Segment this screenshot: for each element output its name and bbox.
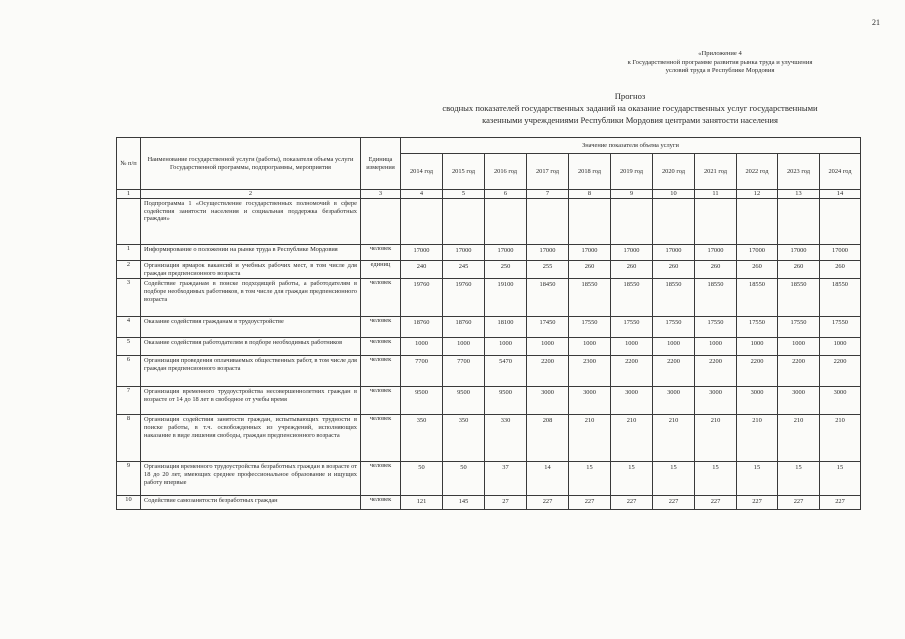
subprogram-empty-cell	[653, 199, 695, 245]
row-number: 3	[117, 279, 141, 317]
row-value: 37	[485, 462, 527, 496]
row-unit: единиц	[361, 261, 401, 279]
row-value: 18100	[485, 317, 527, 338]
row-value: 9500	[485, 387, 527, 415]
row-value: 227	[653, 496, 695, 510]
row-value: 260	[737, 261, 778, 279]
row-value: 17000	[611, 245, 653, 261]
row-value: 17550	[653, 317, 695, 338]
row-value: 2200	[695, 356, 737, 387]
row-value: 17450	[527, 317, 569, 338]
row-value: 17550	[611, 317, 653, 338]
row-unit: человек	[361, 496, 401, 510]
row-value: 18550	[653, 279, 695, 317]
row-value: 227	[737, 496, 778, 510]
row-value: 17000	[527, 245, 569, 261]
column-number: 2	[141, 190, 361, 199]
header-year: 2022 год	[737, 154, 778, 190]
row-number: 9	[117, 462, 141, 496]
row-name: Оказание содействия работодателям в подборе необходимых работников	[141, 338, 361, 356]
row-value: 3000	[527, 387, 569, 415]
row-value: 17550	[695, 317, 737, 338]
subprogram-title: Подпрограмма 1 «Осуществление государственных полномочий в сфере содействия занятости населения и социальная поддержка безработных граждан»	[141, 199, 361, 245]
column-number: 12	[737, 190, 778, 199]
row-value: 17550	[778, 317, 820, 338]
row-value: 3000	[695, 387, 737, 415]
row-value: 2200	[820, 356, 861, 387]
appendix-note	[560, 50, 880, 76]
row-value: 15	[778, 462, 820, 496]
row-value: 15	[737, 462, 778, 496]
appendix-line-1: «Приложение 4	[698, 50, 742, 57]
row-value: 210	[653, 415, 695, 462]
table-row	[117, 496, 861, 510]
row-value: 210	[820, 415, 861, 462]
row-number: 1	[117, 245, 141, 261]
column-number: 14	[820, 190, 861, 199]
row-value: 19760	[401, 279, 443, 317]
row-value: 245	[443, 261, 485, 279]
row-name: Организация проведения оплачиваемых общественных работ, в том числе для граждан предпенсионного возраста	[141, 356, 361, 387]
row-value: 260	[569, 261, 611, 279]
row-value: 3000	[569, 387, 611, 415]
header-year: 2017 год	[527, 154, 569, 190]
header-year: 2018 год	[569, 154, 611, 190]
row-unit: человек	[361, 338, 401, 356]
row-value: 18550	[695, 279, 737, 317]
row-name: Организация содействия занятости граждан, испытывающих трудности в поиске работы, в т.ч. освобожденных из учреждений, исполняющих наказание в виде лишения свободы, граждан предпенсионного возраста	[141, 415, 361, 462]
row-value: 19760	[443, 279, 485, 317]
row-number: 5	[117, 338, 141, 356]
row-value: 5470	[485, 356, 527, 387]
row-value: 1000	[695, 338, 737, 356]
subprogram-empty-cell	[695, 199, 737, 245]
row-value: 2200	[737, 356, 778, 387]
row-value: 1000	[401, 338, 443, 356]
row-number: 4	[117, 317, 141, 338]
row-value: 18760	[401, 317, 443, 338]
row-name: Содействие гражданам в поиске подходящей работы, а работодателям в подборе необходимых работников, в том числе для граждан предпенсионного возраста	[141, 279, 361, 317]
row-value: 2200	[527, 356, 569, 387]
row-value: 2200	[653, 356, 695, 387]
row-value: 227	[527, 496, 569, 510]
row-number: 8	[117, 415, 141, 462]
table-row	[117, 279, 861, 317]
subprogram-empty-cell	[401, 199, 443, 245]
row-value: 2200	[778, 356, 820, 387]
row-value: 121	[401, 496, 443, 510]
row-value: 15	[653, 462, 695, 496]
column-number: 7	[527, 190, 569, 199]
row-value: 1000	[569, 338, 611, 356]
row-value: 17000	[401, 245, 443, 261]
row-value: 1000	[485, 338, 527, 356]
row-value: 227	[695, 496, 737, 510]
row-value: 27	[485, 496, 527, 510]
subprogram-empty-cell	[485, 199, 527, 245]
row-value: 1000	[653, 338, 695, 356]
row-value: 208	[527, 415, 569, 462]
title-line-2: сводных показателей государственных заданий на оказание государственных услуг государственными	[442, 103, 818, 113]
header-year: 2020 год	[653, 154, 695, 190]
column-number: 4	[401, 190, 443, 199]
row-value: 250	[485, 261, 527, 279]
column-number: 6	[485, 190, 527, 199]
row-name: Оказание содействия гражданам в трудоустройстве	[141, 317, 361, 338]
row-value: 15	[569, 462, 611, 496]
row-value: 1000	[778, 338, 820, 356]
row-value: 210	[695, 415, 737, 462]
table-row	[117, 462, 861, 496]
appendix-line-2: к Государственной программе развития рынка труда и улучшения	[627, 58, 813, 66]
subprogram-empty-cell	[361, 199, 401, 245]
table-row	[117, 261, 861, 279]
row-value: 17000	[778, 245, 820, 261]
row-value: 227	[820, 496, 861, 510]
header-year: 2023 год	[778, 154, 820, 190]
row-value: 260	[653, 261, 695, 279]
row-value: 1000	[443, 338, 485, 356]
row-value: 210	[737, 415, 778, 462]
table-row	[117, 415, 861, 462]
row-value: 18450	[527, 279, 569, 317]
header-name: Наименование государственной услуги (работы), показателя объема услуги Государственной программы, подпрограммы, мероприятия	[141, 138, 361, 190]
column-number: 10	[653, 190, 695, 199]
row-value: 260	[611, 261, 653, 279]
table-row	[117, 245, 861, 261]
subprogram-empty-cell	[820, 199, 861, 245]
row-name: Организация временного трудоустройства безработных граждан в возрасте от 18 до 20 лет, имеющих среднее профессиональное образование и ищущих работу впервые	[141, 462, 361, 496]
row-value: 2300	[569, 356, 611, 387]
subprogram-empty-cell	[527, 199, 569, 245]
row-value: 240	[401, 261, 443, 279]
subprogram-empty-cell	[778, 199, 820, 245]
row-value: 3000	[820, 387, 861, 415]
row-unit: человек	[361, 462, 401, 496]
header-year: 2014 год	[401, 154, 443, 190]
subprogram-empty-cell	[443, 199, 485, 245]
row-number: 6	[117, 356, 141, 387]
row-value: 145	[443, 496, 485, 510]
row-value: 18760	[443, 317, 485, 338]
row-value: 17000	[485, 245, 527, 261]
table-row	[117, 338, 861, 356]
row-value: 17000	[737, 245, 778, 261]
row-value: 350	[443, 415, 485, 462]
row-value: 260	[695, 261, 737, 279]
table-row	[117, 317, 861, 338]
row-value: 1000	[737, 338, 778, 356]
header-year: 2015 год	[443, 154, 485, 190]
row-number: 7	[117, 387, 141, 415]
row-value: 19100	[485, 279, 527, 317]
row-value: 17000	[569, 245, 611, 261]
row-value: 18550	[820, 279, 861, 317]
row-value: 260	[778, 261, 820, 279]
row-value: 9500	[443, 387, 485, 415]
row-value: 18550	[778, 279, 820, 317]
row-value: 7700	[443, 356, 485, 387]
row-value: 227	[778, 496, 820, 510]
header-year: 2016 год	[485, 154, 527, 190]
row-value: 15	[695, 462, 737, 496]
document-title	[370, 90, 890, 126]
header-num: № п/п	[117, 138, 141, 190]
forecast-table	[116, 137, 861, 510]
row-value: 3000	[653, 387, 695, 415]
row-value: 17550	[820, 317, 861, 338]
row-value: 14	[527, 462, 569, 496]
row-value: 17000	[820, 245, 861, 261]
row-value: 17550	[737, 317, 778, 338]
row-value: 1000	[611, 338, 653, 356]
row-value: 17550	[569, 317, 611, 338]
row-name: Содействие самозанятости безработных граждан	[141, 496, 361, 510]
subprogram-empty-cell	[569, 199, 611, 245]
row-unit: человек	[361, 245, 401, 261]
header-unit: Единица измерения	[361, 138, 401, 190]
row-value: 210	[778, 415, 820, 462]
subprogram-empty-cell	[611, 199, 653, 245]
row-value: 1000	[820, 338, 861, 356]
row-value: 50	[443, 462, 485, 496]
row-unit: человек	[361, 317, 401, 338]
row-unit: человек	[361, 356, 401, 387]
row-value: 3000	[611, 387, 653, 415]
row-value: 50	[401, 462, 443, 496]
row-value: 9500	[401, 387, 443, 415]
row-unit: человек	[361, 279, 401, 317]
row-value: 18550	[569, 279, 611, 317]
subprogram-num-cell	[117, 199, 141, 245]
row-unit: человек	[361, 387, 401, 415]
row-value: 210	[611, 415, 653, 462]
row-name: Организация временного трудоустройства несовершеннолетних граждан в возрасте от 14 до 18 лет в свободное от учебы время	[141, 387, 361, 415]
row-value: 18550	[611, 279, 653, 317]
column-number: 9	[611, 190, 653, 199]
row-value: 3000	[737, 387, 778, 415]
title-line-3: казенными учреждениями Республики Мордовия центрами занятости населения	[482, 115, 778, 125]
table-row	[117, 356, 861, 387]
header-year: 2024 год	[820, 154, 861, 190]
row-number: 2	[117, 261, 141, 279]
column-number: 13	[778, 190, 820, 199]
header-year: 2019 год	[611, 154, 653, 190]
row-value: 15	[820, 462, 861, 496]
row-value: 15	[611, 462, 653, 496]
column-number: 11	[695, 190, 737, 199]
row-value: 350	[401, 415, 443, 462]
row-value: 1000	[527, 338, 569, 356]
appendix-line-3: условий труда в Республике Мордовия	[665, 67, 775, 74]
column-number: 1	[117, 190, 141, 199]
row-unit: человек	[361, 415, 401, 462]
subprogram-empty-cell	[737, 199, 778, 245]
column-number: 8	[569, 190, 611, 199]
row-number: 10	[117, 496, 141, 510]
header-year: 2021 год	[695, 154, 737, 190]
row-name: Информирование о положении на рынке труда в Республике Мордовия	[141, 245, 361, 261]
row-value: 17000	[653, 245, 695, 261]
row-value: 330	[485, 415, 527, 462]
row-value: 17000	[695, 245, 737, 261]
row-value: 3000	[778, 387, 820, 415]
row-value: 255	[527, 261, 569, 279]
row-name: Организация ярмарок вакансий и учебных рабочих мест, в том числе для граждан предпенсионного возраста	[141, 261, 361, 279]
column-number: 3	[361, 190, 401, 199]
row-value: 17000	[443, 245, 485, 261]
row-value: 227	[611, 496, 653, 510]
row-value: 7700	[401, 356, 443, 387]
row-value: 260	[820, 261, 861, 279]
title-line-1: Прогноз	[614, 91, 646, 101]
header-values: Значение показателя объема услуги	[401, 138, 861, 154]
table-row	[117, 387, 861, 415]
row-value: 18550	[737, 279, 778, 317]
column-number: 5	[443, 190, 485, 199]
row-value: 210	[569, 415, 611, 462]
page-number: 21	[872, 18, 880, 27]
row-value: 227	[569, 496, 611, 510]
row-value: 2200	[611, 356, 653, 387]
